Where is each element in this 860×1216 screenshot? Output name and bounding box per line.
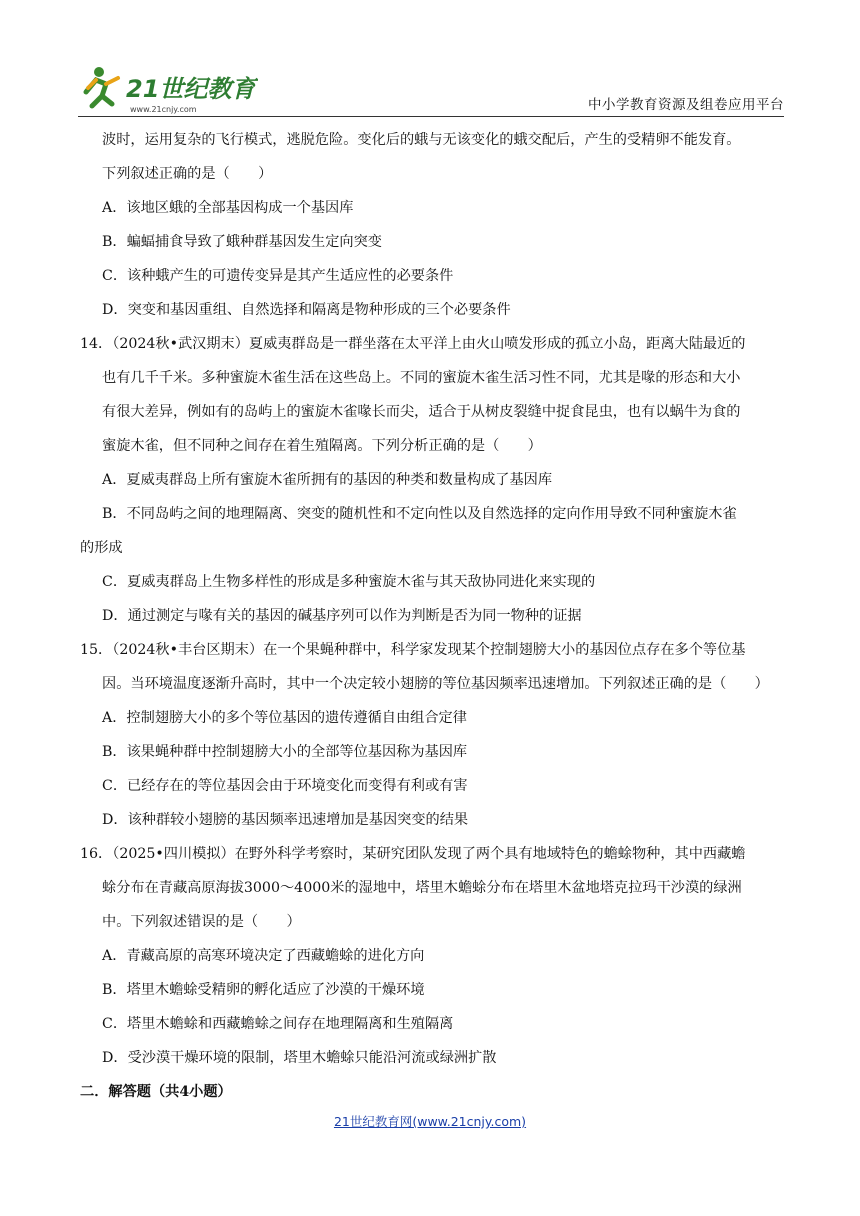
question-text-line: 也有几千千米。多种蜜旋木雀生活在这些岛上。不同的蜜旋木雀生活习性不同，尤其是喙的形态和大小 [102,370,741,386]
question-text-line: 中。下列叙述错误的是（ ） [102,914,301,930]
question-line: 的形成 [80,540,123,556]
logo-url: www.21cnjy.com [130,105,197,114]
answer-option: A．该地区蛾的全部基因构成一个基因库 [102,200,354,216]
answer-option: C．已经存在的等位基因会由于环境变化而变得有利或有害 [102,778,468,794]
question-line: 14．（2024秋•武汉期末）夏威夷群岛是一群坐落在太平洋上由火山喷发形成的孤立小岛，距离大陆最近的 [80,336,746,352]
answer-option: D．该种群较小翅膀的基因频率迅速增加是基因突变的结果 [102,812,469,828]
answer-option: B．不同岛屿之间的地理隔离、突变的随机性和不定向性以及自然选择的定向作用导致不同种蜜旋木雀 [102,506,737,522]
section-title: 二．解答题（共4小题） [80,1084,232,1100]
answer-option: C．夏威夷群岛上生物多样性的形成是多种蜜旋木雀与其天敌协同进化来实现的 [102,574,596,590]
logo-21cnjy [78,62,258,118]
footer-link[interactable]: 21世纪教育网(www.21cnjy.com) [333,1114,527,1129]
platform-name: 中小学教育资源及组卷应用平台 [588,97,784,113]
page-header [78,62,784,118]
question-text-line: 有很大差异，例如有的岛屿上的蜜旋木雀喙长而尖，适合于从树皮裂缝中捉食昆虫，也有以蜗牛为食的 [102,404,741,420]
answer-option: B．蝙蝠捕食导致了蛾种群基因发生定向突变 [102,234,382,250]
answer-option: B．塔里木蟾蜍受精卵的孵化适应了沙漠的干燥环境 [102,982,425,998]
question-text-line: 蜜旋木雀，但不同种之间存在着生殖隔离。下列分析正确的是（ ） [102,438,542,454]
question-text-line: 下列叙述正确的是（ ） [102,166,273,182]
logo-text: 21世纪教育 [126,75,256,103]
header-divider [78,116,784,117]
answer-option: D．受沙漠干燥环境的限制，塔里木蟾蜍只能沿河流或绿洲扩散 [102,1050,497,1066]
answer-option: D．突变和基因重组、自然选择和隔离是物种形成的三个必要条件 [102,302,511,318]
page-footer [0,1112,860,1130]
question-text-line: 蜍分布在青藏高原海拔3000～4000米的湿地中，塔里木蟾蜍分布在塔里木盆地塔克拉玛干沙漠的绿洲 [102,880,742,896]
question-line: 15．（2024秋•丰台区期末）在一个果蝇种群中，科学家发现某个控制翅膀大小的基因位点存在多个等位基 [80,642,746,658]
question-text-line: 波时，运用复杂的飞行模式，逃脱危险。变化后的蛾与无该变化的蛾交配后，产生的受精卵不能发育。 [102,132,741,148]
answer-option: B．该果蝇种群中控制翅膀大小的全部等位基因称为基因库 [102,744,468,760]
question-text-line: 因。当环境温度逐渐升高时，其中一个决定较小翅膀的等位基因频率迅速增加。下列叙述正确的是（ ） [102,676,769,692]
answer-option: D．通过测定与喙有关的基因的碱基序列可以作为判断是否为同一物种的证据 [102,608,582,624]
document-body [80,123,784,1109]
answer-option: A．控制翅膀大小的多个等位基因的遗传遵循自由组合定律 [102,710,467,726]
answer-option: C．塔里木蟾蜍和西藏蟾蜍之间存在地理隔离和生殖隔离 [102,1016,454,1032]
answer-option: A．夏威夷群岛上所有蜜旋木雀所拥有的基因的种类和数量构成了基因库 [102,472,553,488]
answer-option: C．该种蛾产生的可遗传变异是其产生适应性的必要条件 [102,268,454,284]
answer-option: A．青藏高原的高寒环境决定了西藏蟾蜍的进化方向 [102,948,425,964]
question-line: 16．（2025•四川模拟）在野外科学考察时，某研究团队发现了两个具有地域特色的蟾蜍物种，其中西藏蟾 [80,846,746,862]
